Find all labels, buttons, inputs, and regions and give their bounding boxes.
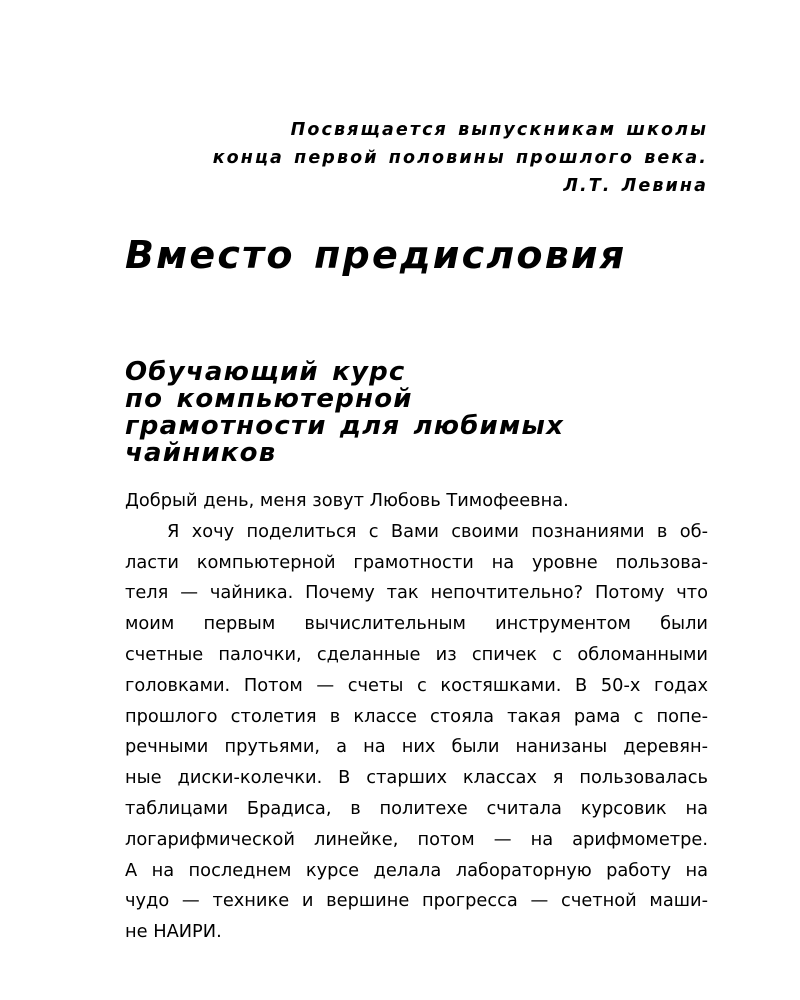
paragraph-line: теля — чайника. Почему так непочтительно? Потому что (125, 582, 708, 604)
dedication-line: Посвящается выпускникам школы (290, 120, 708, 140)
paragraph-line: таблицами Брадиса, в политехе считала курсовик на (125, 797, 708, 819)
section-title-line: по компьютерной (125, 384, 413, 414)
body-text (125, 486, 708, 948)
paragraph-line: прошлого столетия в классе стояла такая рама с попе- (125, 705, 708, 727)
section-title-line: Обучающий курс (125, 357, 406, 387)
paragraph-line: моим первым вычислительным инструментом были (125, 613, 708, 635)
dedication-author: Л.Т. Левина (563, 176, 708, 196)
dedication (125, 116, 708, 200)
section-title-line: грамотности для любимых (125, 411, 565, 441)
paragraph-line: логарифмической линейке, потом — на арифмометре. (125, 828, 708, 850)
dedication-line: конца первой половины прошлого века. (212, 148, 708, 168)
paragraph-line: Добрый день, меня зовут Любовь Тимофеевна. (125, 490, 569, 511)
section-title-line: чайников (125, 438, 277, 468)
book-page (125, 0, 708, 1000)
paragraph-line: А на последнем курсе делала лабораторную работу на (125, 859, 708, 881)
paragraph-line: ласти компьютерной грамотности на уровне пользова- (125, 551, 708, 573)
paragraph-line: не НАИРИ. (125, 921, 222, 943)
chapter-title: Вместо предисловия (125, 233, 627, 277)
paragraph-line: ные диски-колечки. В старших классах я пользовалась (125, 767, 708, 789)
paragraph-line: счетные палочки, сделанные из спичек с обломанными (125, 643, 708, 665)
paragraph-line: головками. Потом — счеты с костяшками. В 50-х годах (125, 674, 708, 696)
paragraph-line: чудо — технике и вершине прогресса — счетной маши- (125, 890, 708, 912)
section-title (125, 359, 564, 467)
paragraph-line: речными прутьями, а на них были нанизаны деревян- (125, 736, 708, 758)
paragraph-line: Я хочу поделиться с Вами своими познаниями в об- (167, 520, 708, 542)
